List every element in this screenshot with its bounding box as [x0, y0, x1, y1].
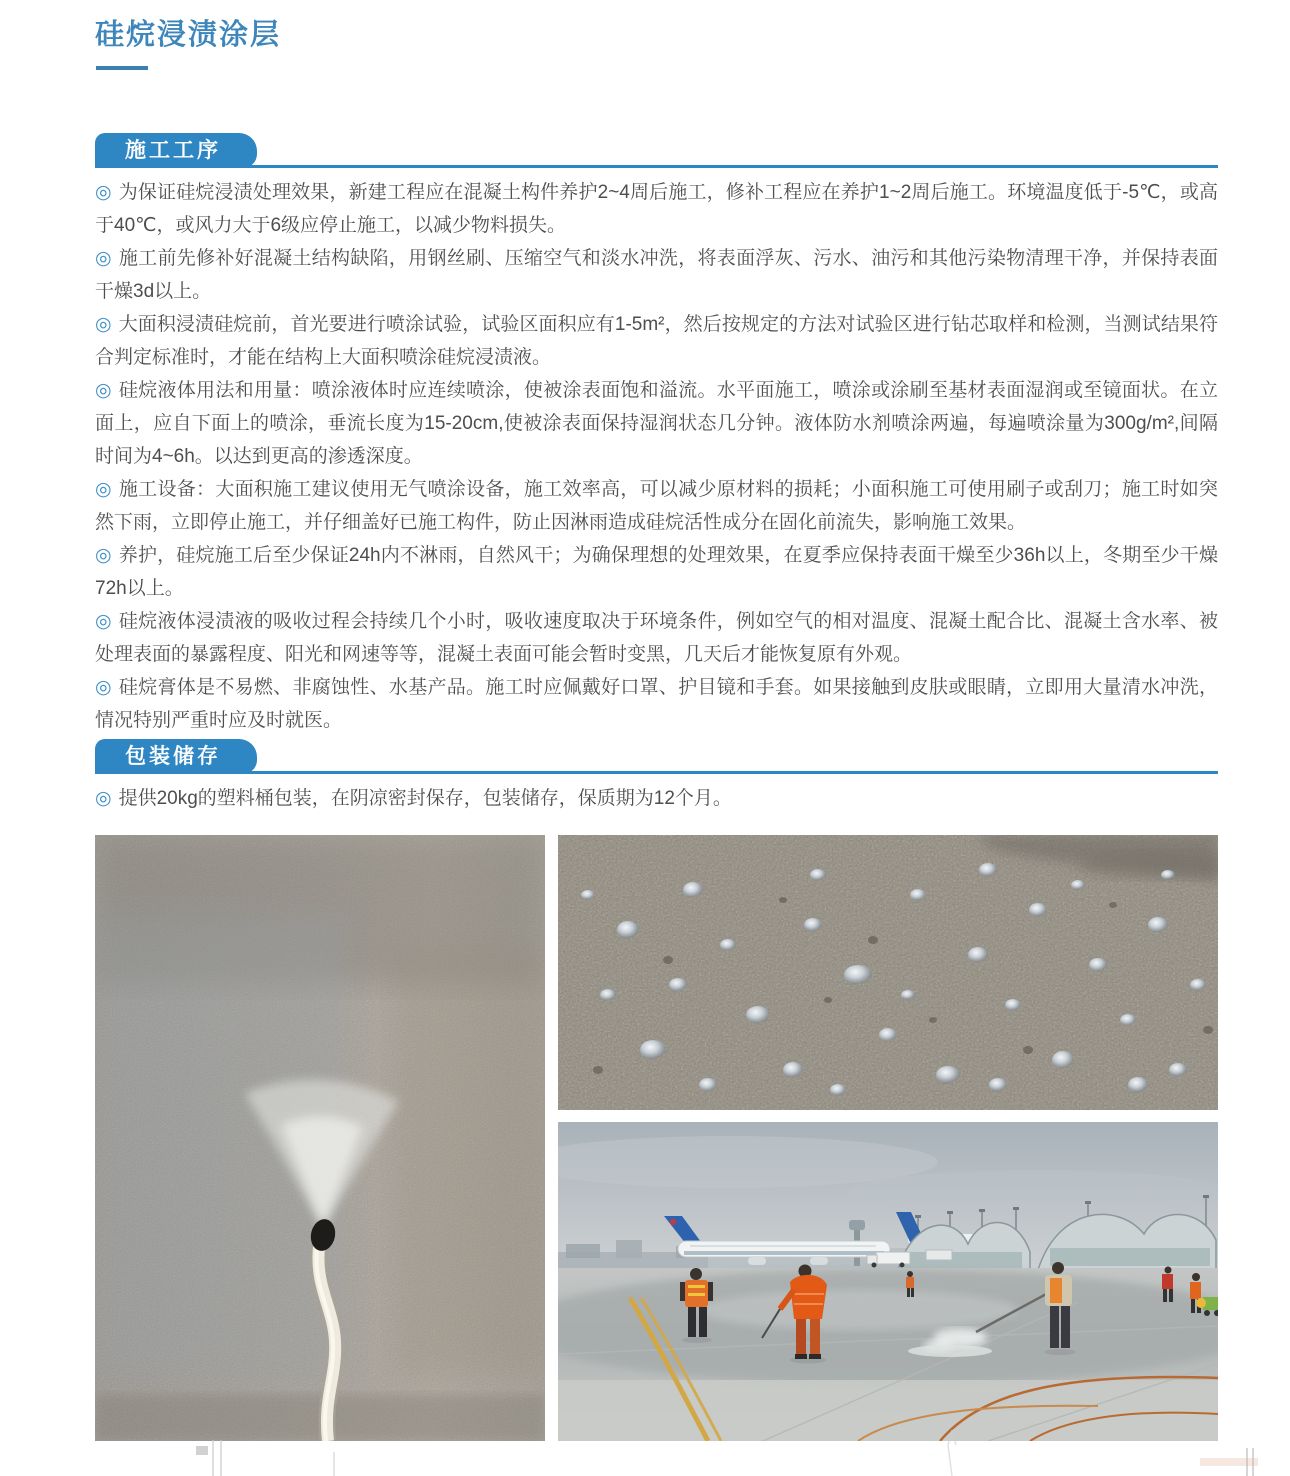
bullet-text: 为保证硅烷浸渍处理效果，新建工程应在混凝土构件养护2~4周后施工，修补工程应在养护1~2周后施工。环境温度低于-5℃，或高于40℃，或风力大于6级应停止施工，以减少物料损失。 [95, 182, 1218, 236]
page-title: 硅烷浸渍涂层 [95, 19, 282, 51]
water-beads-illustration [558, 835, 1218, 1110]
photo-right-column [558, 835, 1218, 1441]
bullet-item [95, 605, 1218, 671]
bullet-item [95, 308, 1218, 374]
bullet-icon: ◎ [95, 479, 112, 500]
bullet-text: 施工前先修补好混凝土结构缺陷，用钢丝刷、压缩空气和淡水冲洗，将表面浮灰、污水、油污和其他污染物清理干净，并保持表面干燥3d以上。 [95, 248, 1218, 302]
section-tab-label: 施工工序 [125, 139, 221, 162]
bullet-item [95, 374, 1218, 473]
airport-apron-illustration [558, 1122, 1218, 1441]
bullet-item [95, 671, 1218, 737]
photo-silane-spray-wall [95, 835, 545, 1441]
construction-items [95, 176, 1218, 737]
bullet-item [95, 176, 1218, 242]
bullet-icon: ◎ [95, 248, 112, 269]
section-rule [95, 165, 1218, 168]
bullet-icon: ◎ [95, 182, 112, 203]
bullet-text: 大面积浸渍硅烷前，首光要进行喷涂试验，试验区面积应有1-5m²，然后按规定的方法对试验区进行钻芯取样和检测，当测试结果符合判定标准时，才能在结构上大面积喷涂硅烷浸渍液。 [95, 314, 1218, 368]
photo-airport-apron-spraying [558, 1122, 1218, 1441]
photo-grid [95, 835, 1218, 1441]
bullet-icon: ◎ [95, 677, 112, 698]
section-rule [95, 771, 1218, 774]
bullet-item [95, 242, 1218, 308]
bullet-text: 硅烷膏体是不易燃、非腐蚀性、水基产品。施工时应佩戴好口罩、护目镜和手套。如果接触到皮肤或眼睛，立即用大量清水冲洗，情况特别严重时应及时就医。 [95, 677, 1218, 731]
spray-wall-illustration [95, 835, 545, 1441]
section-tab-label: 包装储存 [125, 745, 221, 768]
bullet-icon: ◎ [95, 314, 112, 335]
section-tab-packaging [95, 739, 257, 774]
bullet-item [95, 539, 1218, 605]
bullet-text: 施工设备：大面积施工建议使用无气喷涂设备，施工效率高，可以减少原材料的损耗；小面积施工可使用刷子或刮刀；施工时如突然下雨，立即停止施工，并仔细盖好已施工构件，防止因淋雨造成硅烷活性成分在固化前流失，影响施工效果。 [95, 479, 1218, 533]
bullet-text: 硅烷液体浸渍液的吸收过程会持续几个小时，吸收速度取决于环境条件，例如空气的相对温度、混凝土配合比、混凝土含水率、被处理表面的暴露程度、阳光和网速等等，混凝土表面可能会暂时变黑，几天后才能恢复原有外观。 [95, 611, 1218, 665]
bullet-item [95, 473, 1218, 539]
bullet-icon: ◎ [95, 788, 112, 809]
bullet-item [95, 782, 1218, 815]
photo-water-beads-surface [558, 835, 1218, 1110]
packaging-items [95, 782, 1218, 815]
bullet-icon: ◎ [95, 545, 112, 566]
bullet-text: 养护，硅烷施工后至少保证24h内不淋雨，自然风干；为确保理想的处理效果，在夏季应保持表面干燥至少36h以上，冬期至少干燥72h以上。 [95, 545, 1218, 599]
bullet-icon: ◎ [95, 380, 112, 401]
section-tab-construction [95, 133, 257, 168]
title-underline [96, 66, 148, 70]
bullet-text: 硅烷液体用法和用量：喷涂液体时应连续喷涂，使被涂表面饱和溢流。水平面施工，喷涂或涂刷至基材表面湿润或至镜面状。在立面上，应自下面上的喷涂，垂流长度为15-20cm,使被涂表面保持湿润状态几分钟。液体防水剂喷涂两遍，每遍喷涂量为300g/m²,间隔时间为4~6h。以达到更高的渗透深度。 [95, 380, 1218, 467]
footer-watermark [0, 1420, 1290, 1476]
bullet-text: 提供20kg的塑料桶包装，在阴凉密封保存，包装储存，保质期为12个月。 [118, 788, 732, 809]
bullet-icon: ◎ [95, 611, 112, 632]
